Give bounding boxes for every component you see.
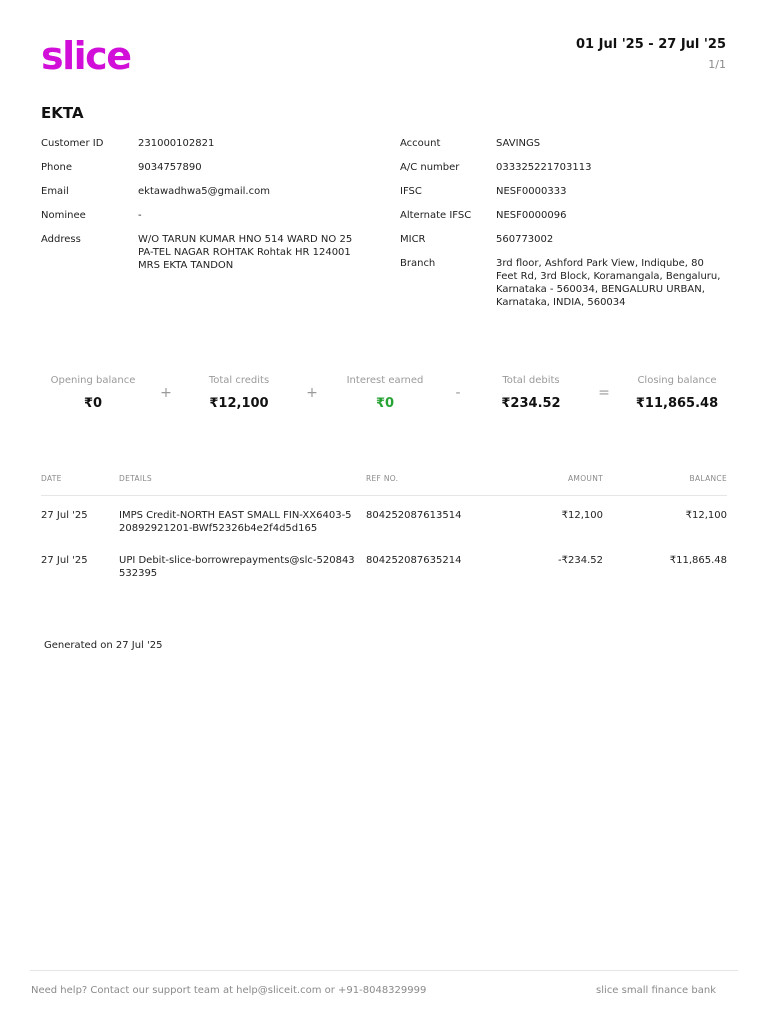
field-label: IFSC <box>400 186 422 197</box>
table-header <box>41 470 727 496</box>
branch-row <box>400 257 730 309</box>
phone-row <box>41 161 381 174</box>
micr-row <box>400 233 730 246</box>
txn-amount: -₹234.52 <box>558 555 603 566</box>
closing-balance <box>604 374 750 411</box>
bank-name: slice small finance bank <box>596 985 716 996</box>
operator-symbol: + <box>160 385 172 401</box>
operator-symbol: - <box>455 385 461 401</box>
field-label: Customer ID <box>41 138 104 149</box>
account-type-value: SAVINGS <box>496 138 541 149</box>
customer-info <box>41 137 381 283</box>
interest-earned-value: ₹0 <box>375 396 395 411</box>
interest-earned-label: Interest earned <box>346 375 424 386</box>
field-label: Alternate IFSC <box>400 210 472 221</box>
account-info <box>400 137 730 320</box>
field-label: Nominee <box>41 210 86 221</box>
total-debits-value: ₹234.52 <box>501 396 561 411</box>
support-contact: Need help? Contact our support team at help@sliceit.com or +91-8048329999 <box>31 985 427 996</box>
address-value: W/O TARUN KUMAR HNO 514 WARD NO 25 PA-TEL NAGAR ROHTAK Rohtak HR 124001 MRS EKTA TANDON <box>138 234 353 271</box>
header-details: DETAILS <box>119 474 152 483</box>
txn-details: UPI Debit-slice-borrowrepayments@slc-520843532395 <box>119 555 355 579</box>
total-credits-label: Total credits <box>208 375 270 386</box>
account-number-row <box>400 161 730 174</box>
txn-details: IMPS Credit-NORTH EAST SMALL FIN-XX6403-520892921201-BWf52326b4e2f4d5d165 <box>119 510 352 534</box>
account-type-row <box>400 137 730 150</box>
header-amount: AMOUNT <box>568 474 603 483</box>
txn-ref-no: 804252087635214 <box>366 555 462 566</box>
field-label: Phone <box>41 162 72 173</box>
account-number-value: 033325221703113 <box>496 162 592 173</box>
ifsc-value: NESF0000333 <box>496 186 567 197</box>
txn-balance: ₹12,100 <box>685 510 727 521</box>
ifsc-row <box>400 185 730 198</box>
nominee-value: - <box>138 210 142 221</box>
statement-period: 01 Jul '25 - 27 Jul '25 <box>576 37 726 52</box>
field-label: A/C number <box>400 162 460 173</box>
total-credits-value: ₹12,100 <box>209 396 269 411</box>
address-row <box>41 233 381 272</box>
opening-balance <box>20 374 166 411</box>
nominee-row <box>41 209 381 222</box>
total-credits <box>166 374 312 411</box>
field-label: Account <box>400 138 441 149</box>
table-row <box>41 509 727 554</box>
phone-value: 9034757890 <box>138 162 202 173</box>
customer-id-value: 231000102821 <box>138 138 215 149</box>
interest-earned <box>312 374 458 411</box>
txn-ref-no: 804252087613514 <box>366 510 462 521</box>
closing-balance-value: ₹11,865.48 <box>635 396 719 411</box>
operator-symbol: = <box>598 385 610 401</box>
email-value: ektawadhwa5@gmail.com <box>138 186 270 197</box>
txn-date: 27 Jul '25 <box>41 510 88 521</box>
generated-on: Generated on 27 Jul '25 <box>44 640 163 651</box>
header-date: DATE <box>41 474 62 483</box>
page-number: 1/1 <box>708 58 726 71</box>
txn-amount: ₹12,100 <box>561 510 603 521</box>
operator-symbol: + <box>306 385 318 401</box>
field-label: MICR <box>400 234 426 245</box>
micr-value: 560773002 <box>496 234 554 245</box>
opening-balance-label: Opening balance <box>50 375 136 386</box>
field-label: Address <box>41 234 81 245</box>
branch-value: 3rd floor, Ashford Park View, Indiqube, 80 Feet Rd, 3rd Block, Koramangala, Bengaluru, Karnataka - 560034, BENGALURU URBAN, Karnataka, INDIA, 560034 <box>496 258 721 308</box>
customer-id-row <box>41 137 381 150</box>
opening-balance-value: ₹0 <box>83 396 103 411</box>
footer-divider <box>30 970 738 971</box>
alternate-ifsc-row <box>400 209 730 222</box>
header-ref-no: REF NO. <box>366 474 399 483</box>
customer-name: EKTA <box>41 104 84 122</box>
header-balance: BALANCE <box>689 474 727 483</box>
total-debits <box>458 374 604 411</box>
transactions-table <box>41 470 727 599</box>
total-debits-label: Total debits <box>502 375 560 386</box>
closing-balance-label: Closing balance <box>637 375 717 386</box>
slice-logo: slice <box>41 34 131 78</box>
table-row <box>41 554 727 599</box>
balance-summary <box>20 374 750 411</box>
field-label: Branch <box>400 258 436 269</box>
txn-date: 27 Jul '25 <box>41 555 88 566</box>
field-label: Email <box>41 186 69 197</box>
alternate-ifsc-value: NESF0000096 <box>496 210 567 221</box>
email-row <box>41 185 381 198</box>
txn-balance: ₹11,865.48 <box>669 555 727 566</box>
